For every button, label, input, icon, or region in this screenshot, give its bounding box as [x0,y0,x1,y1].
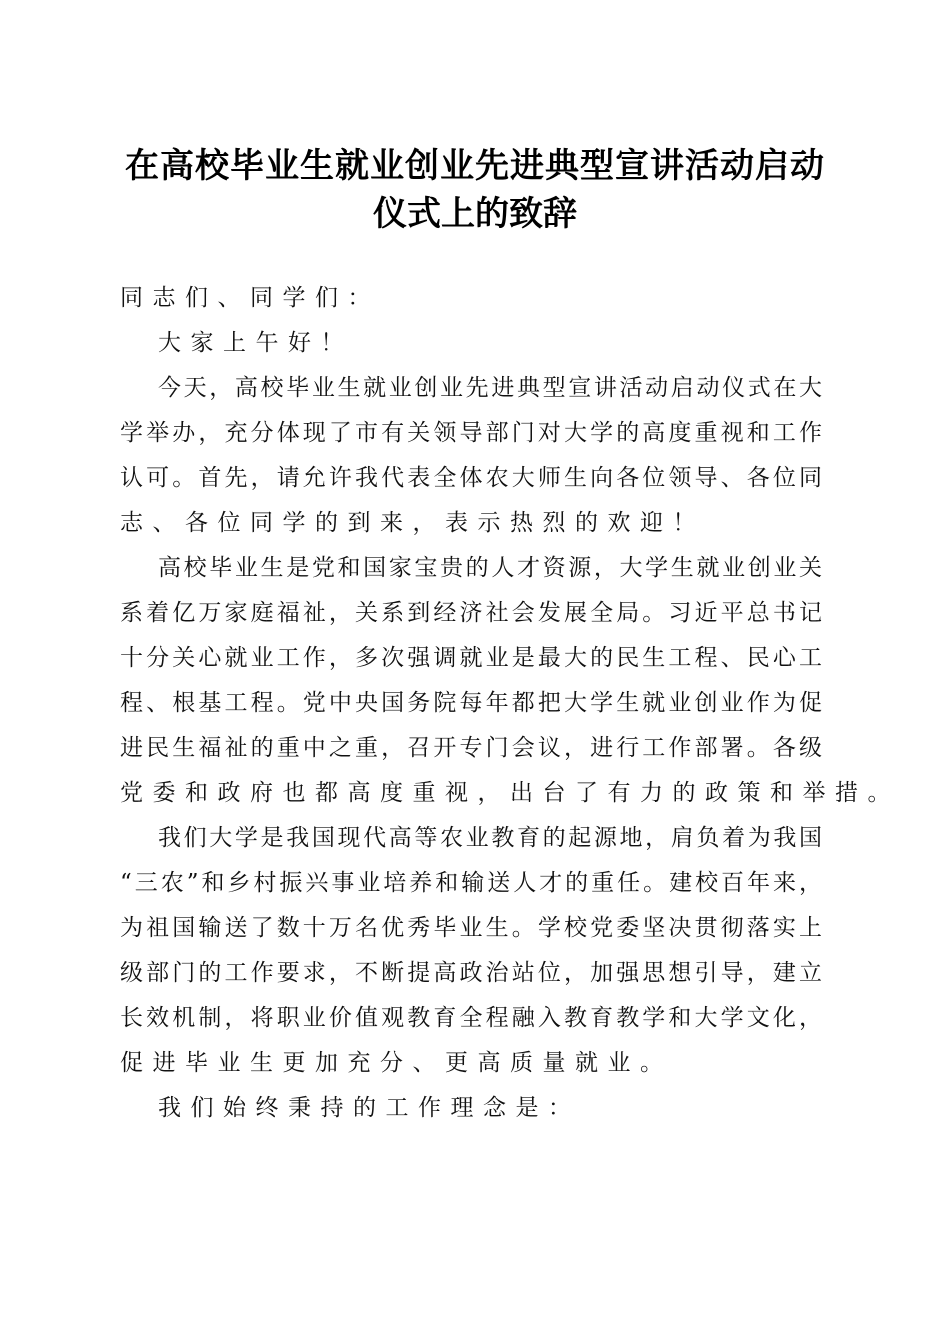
paragraph-line: 志、各位同学的到来，表示热烈的欢迎！ [120,510,705,536]
paragraph-line: 促进毕业生更加充分、更高质量就业。 [120,1050,673,1076]
paragraph-line: “三农”和乡村振兴事业培养和输送人才的重任。建校百年来， [120,870,822,896]
paragraph-line: 高校毕业生是党和国家宝贵的人才资源，大学生就业创业关 [158,555,822,581]
paragraph-line: 十分关心就业工作，多次强调就业是最大的民生工程、民心工 [120,645,822,671]
paragraph-line: 认可。首先，请允许我代表全体农大师生向各位领导、各位同 [120,465,822,491]
paragraph-line: 党委和政府也都高度重视，出台了有力的政策和举措。 [120,780,900,806]
document-title-line-2: 仪式上的致辞 [373,194,577,234]
paragraph [120,325,822,370]
paragraph-line: 同志们、同学们： [120,285,380,311]
paragraph-line: 程、根基工程。党中央国务院每年都把大学生就业创业作为促 [120,690,822,716]
paragraph-line: 学举办，充分体现了市有关领导部门对大学的高度重视和工作 [120,420,822,446]
paragraph-line: 为祖国输送了数十万名优秀毕业生。学校党委坚决贯彻落实上 [120,915,822,941]
paragraph-line: 系着亿万家庭福祉，关系到经济社会发展全局。习近平总书记 [120,600,822,626]
paragraph [120,550,900,820]
paragraph-line: 级部门的工作要求，不断提高政治站位，加强思想引导，建立 [120,960,822,986]
paragraph-line: 今天，高校毕业生就业创业先进典型宣讲活动启动仪式在大 [158,375,822,401]
paragraph [120,280,822,325]
paragraph [120,820,822,1090]
paragraph-line: 我们始终秉持的工作理念是： [158,1095,581,1121]
paragraph-line: 进民生福祉的重中之重，召开专门会议，进行工作部署。各级 [120,735,822,761]
paragraph-line: 大家上午好！ [158,330,353,356]
paragraph [120,1090,822,1135]
document-body [120,280,900,1135]
paragraph-line: 长效机制，将职业价值观教育全程融入教育教学和大学文化， [120,1005,822,1031]
document-title-line-1: 在高校毕业生就业创业先进典型宣讲活动启动 [125,146,825,186]
paragraph [120,370,822,550]
paragraph-line: 我们大学是我国现代高等农业教育的起源地，肩负着为我国 [158,825,822,851]
